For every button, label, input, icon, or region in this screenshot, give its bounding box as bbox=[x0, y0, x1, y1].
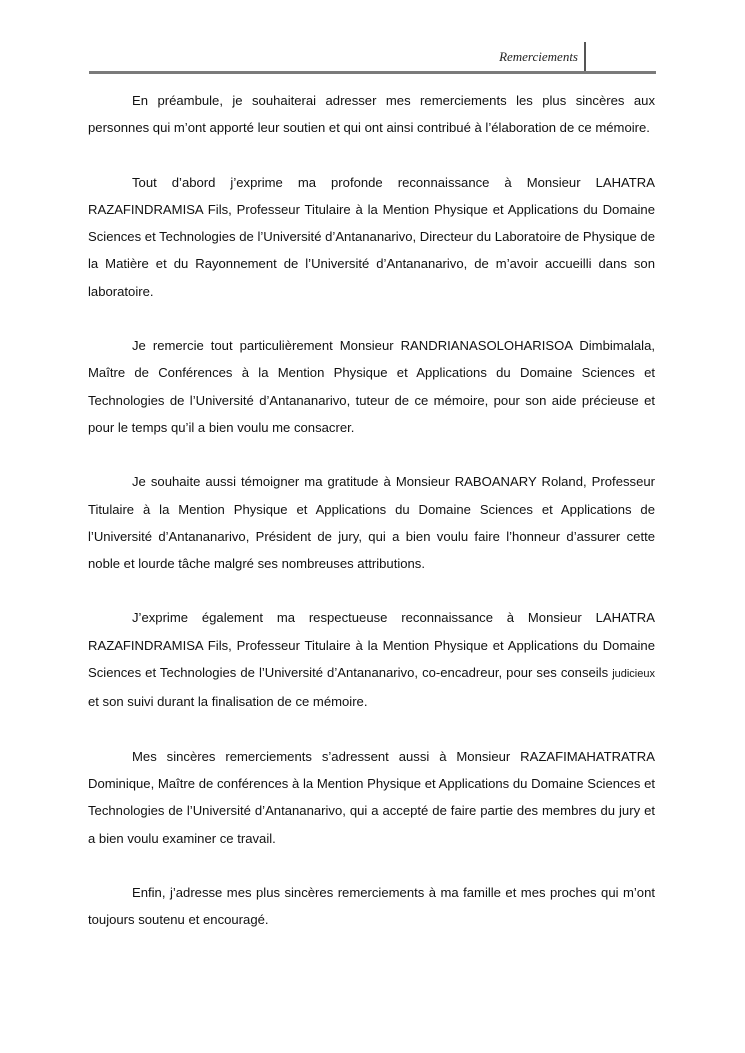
paragraph-preamble: En préambule, je souhaiterai adresser mes remerciements les plus sincères aux personnes qui m’ont apporté leur soutien et qui ont ainsi contribué à l’élaboration de ce mémoire. bbox=[88, 93, 655, 136]
paragraph-co-supervisor-small-word: judicieux bbox=[612, 668, 655, 681]
paragraph-family-thanks: Enfin, j’adresse mes plus sincères remerciements à ma famille et mes proches qui m’ont toujours soutenu et encouragé. bbox=[88, 884, 655, 928]
paragraph-director-thanks: Tout d’abord j’exprime ma profonde reconnaissance à Monsieur LAHATRA RAZAFINDRAMISA Fils, Professeur Titulaire à la Mention Physique et Applications du Domaine Sciences et Technologies de l’Université d’Antananarivo, Directeur du Laboratoire de Physique de la Matière et du Rayonnement de l’Université d’Antananarivo, de m’avoir accueilli dans son laboratoire. bbox=[88, 174, 655, 299]
header-horizontal-rule bbox=[89, 71, 656, 74]
acknowledgements-body bbox=[88, 87, 655, 960]
paragraph-co-supervisor-text-end: et son suivi durant la finalisation de ce mémoire. bbox=[88, 694, 368, 710]
paragraph-co-supervisor-text: J’exprime également ma respectueuse reconnaissance à Monsieur LAHATRA RAZAFINDRAMISA Fils, Professeur Titulaire à la Mention Physique et Applications du Domaine Sciences et Technologies de l’Université d’Antananarivo, co-encadreur, pour ses conseils bbox=[88, 610, 655, 681]
header-vertical-rule bbox=[584, 42, 586, 72]
paragraph-co-supervisor-thanks bbox=[88, 604, 655, 715]
paragraph-jury-member-thanks: Mes sincères remerciements s’adressent aussi à Monsieur RAZAFIMAHATRATRA Dominique, Maître de conférences à la Mention Physique et Applications du Domaine Sciences et Technologies de l’Université d’Antananarivo, qui a accepté de faire partie des membres du jury et a bien voulu examiner ce travail. bbox=[88, 748, 655, 846]
header-title: Remerciements bbox=[499, 49, 578, 64]
paragraph-tutor-thanks: Je remercie tout particulièrement Monsieur RANDRIANASOLOHARISOA Dimbimalala, Maître de Conférences à la Mention Physique et Applications du Domaine Sciences et Technologies de l’Université d’Antananarivo, tuteur de ce mémoire, pour son aide précieuse et pour le temps qu’il a bien voulu me consacrer. bbox=[88, 338, 655, 435]
paragraph-jury-president-thanks: Je souhaite aussi témoigner ma gratitude à Monsieur RABOANARY Roland, Professeur Titulaire à la Mention Physique et Applications du Domaine Sciences et Applications de l’Université d’Antananarivo, Président de jury, qui a bien voulu faire l’honneur d’assurer cette noble et lourde tâche malgré ses nombreuses attributions. bbox=[88, 474, 655, 572]
